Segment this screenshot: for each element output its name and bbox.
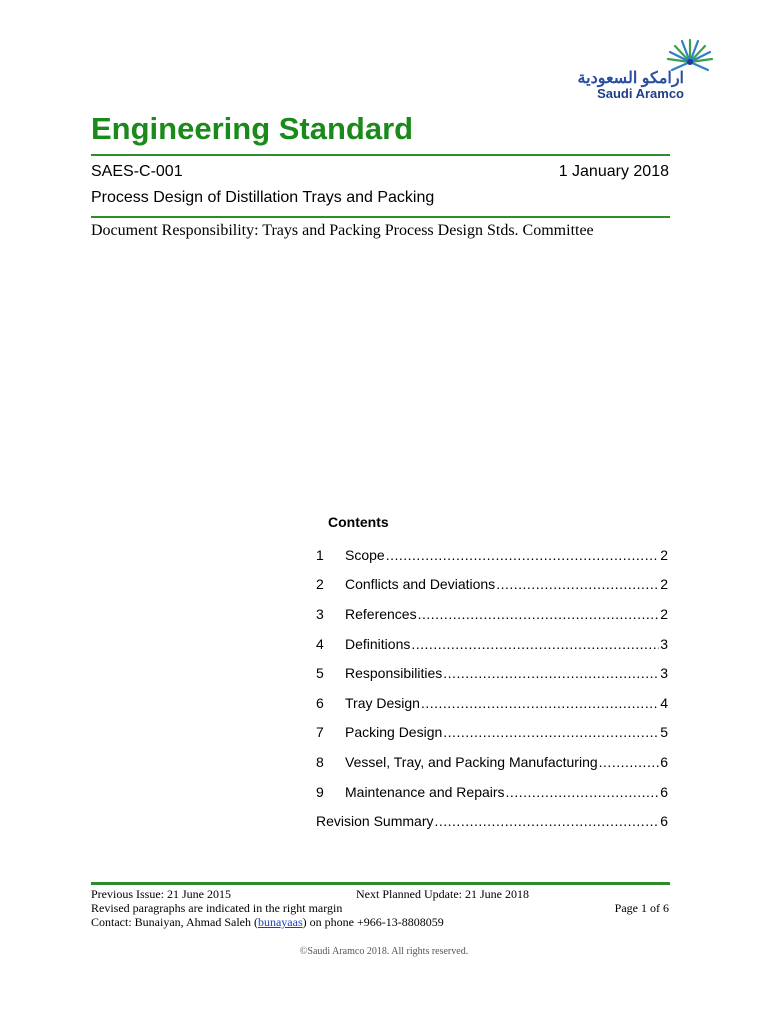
toc-label: Definitions [345,635,411,652]
logo-arabic-text: ارامكو السعودية [577,70,684,87]
revised-note: Revised paragraphs are indicated in the right margin [91,901,343,915]
toc-label: Scope [345,546,385,563]
toc-page: 6 [660,813,668,830]
toc-label: Revision Summary [316,813,434,830]
subtitle-divider [91,216,670,218]
copyright: ©Saudi Aramco 2018. All rights reserved. [299,946,469,957]
toc-number: 3 [316,605,324,622]
logo-english-text: Saudi Aramco [597,86,684,101]
table-of-contents [316,540,668,836]
toc-leader [386,547,660,563]
toc-page: 2 [660,546,668,563]
toc-item-conflicts[interactable] [316,570,668,600]
toc-item-packing-design[interactable] [316,718,668,748]
toc-page: 3 [660,665,668,682]
toc-leader [599,754,660,770]
toc-leader [411,636,659,652]
toc-item-manufacturing[interactable] [316,747,668,777]
toc-item-tray-design[interactable] [316,688,668,718]
toc-label: Maintenance and Repairs [345,783,505,800]
toc-page: 6 [660,783,668,800]
toc-leader [443,665,659,681]
toc-number: 9 [316,783,324,800]
contact-email-link[interactable]: bunayaas [257,915,303,929]
contents-heading: Contents [328,514,389,530]
toc-item-scope[interactable] [316,540,668,570]
document-date: 1 January 2018 [558,163,669,180]
toc-page: 3 [660,635,668,652]
toc-label: Tray Design [345,694,420,711]
toc-page: 6 [660,753,668,770]
toc-label: Packing Design [345,724,443,741]
document-number: SAES-C-001 [91,163,183,180]
title-divider [91,154,670,156]
toc-label: Vessel, Tray, and Packing Manufacturing [345,753,598,770]
toc-number: 6 [316,694,324,711]
toc-number: 5 [316,665,324,682]
contact-suffix: ) on phone +966-13-8808059 [302,915,444,929]
toc-label: References [345,605,417,622]
footer-divider [91,882,670,885]
contact-prefix: Contact: Bunaiyan, Ahmad Saleh ( [91,915,258,929]
toc-item-maintenance[interactable] [316,777,668,807]
toc-item-references[interactable] [316,599,668,629]
toc-number: 1 [316,546,324,563]
toc-item-definitions[interactable] [316,629,668,659]
toc-item-responsibilities[interactable] [316,658,668,688]
toc-page: 5 [660,724,668,741]
document-responsibility: Document Responsibility: Trays and Packing Process Design Stds. Committee [91,222,594,239]
contact-line [91,915,444,930]
page-number: Page 1 of 6 [614,901,669,915]
previous-issue: Previous Issue: 21 June 2015 [91,887,231,901]
toc-page: 4 [660,694,668,711]
document-subtitle: Process Design of Distillation Trays and Packing [91,189,435,206]
toc-page: 2 [660,605,668,622]
toc-leader [418,606,660,622]
toc-number: 4 [316,635,324,652]
toc-leader [496,576,659,592]
toc-item-revision-summary[interactable] [316,806,668,836]
toc-page: 2 [660,576,668,593]
toc-label: Responsibilities [345,665,443,682]
toc-number: 8 [316,753,324,770]
toc-leader [506,784,660,800]
toc-number: 7 [316,724,324,741]
toc-label: Conflicts and Deviations [345,576,496,593]
page-title: Engineering Standard [91,111,414,146]
next-planned-update: Next Planned Update: 21 June 2018 [356,887,529,901]
toc-leader [434,813,659,829]
toc-number: 2 [316,576,324,593]
toc-leader [421,695,659,711]
toc-leader [443,724,659,740]
